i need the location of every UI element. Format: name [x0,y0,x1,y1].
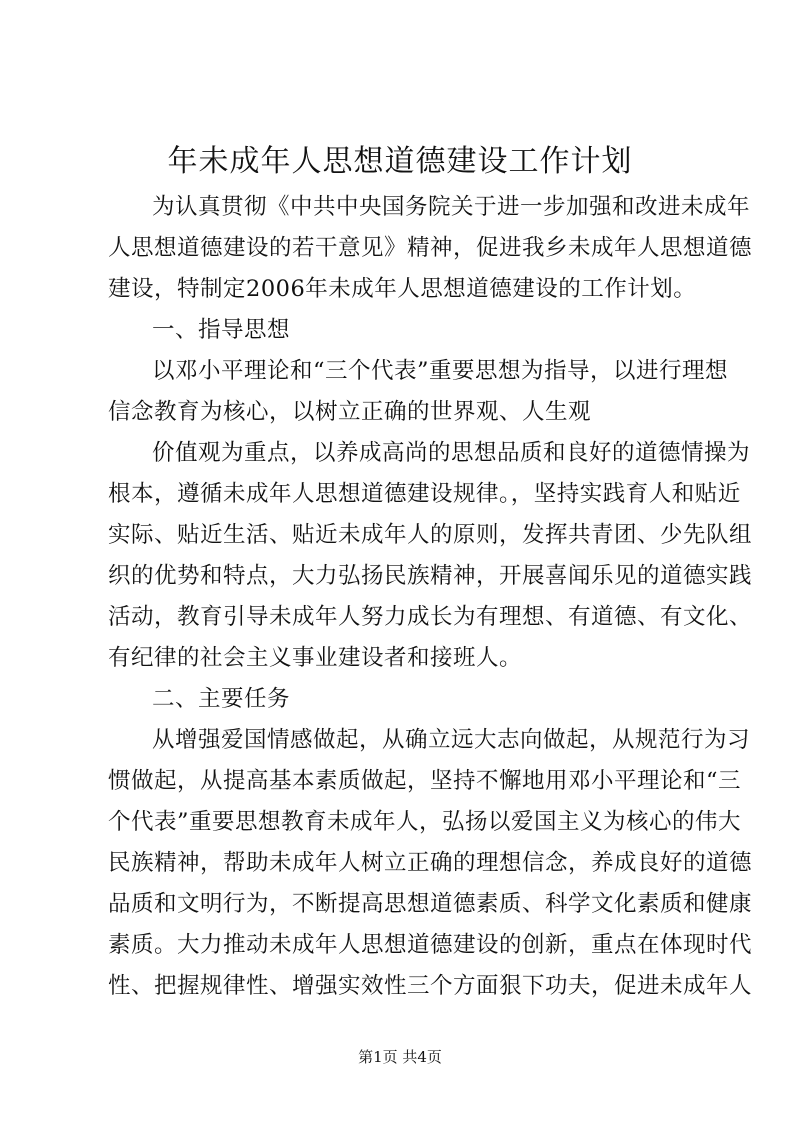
body-line: 以邓小平理论和“三个代表”重要思想为指导，以进行理想 [152,358,729,384]
body-line: 性、把握规律性、增强实效性三个方面狠下功夫，促进未成年人 [108,973,753,999]
body-line: 价值观为重点，以养成高尚的思想品质和良好的道德情操为 [152,440,751,466]
body-line: 根本，遵循未成年人思想道德建设规律。，坚持实践育人和贴近 [108,481,741,507]
body-line: 素质。大力推动未成年人思想道德建设的创新，重点在体现时代 [108,932,753,958]
body-line: 实际、贴近生活、贴近未成年人的原则，发挥共青团、少先队组 [108,522,753,548]
body-line: 信念教育为核心，以树立正确的世界观、人生观 [108,399,592,425]
section-heading: 一、指导思想 [152,317,291,343]
body-line: 个代表”重要思想教育未成年人，弘扬以爱国主义为核心的伟大 [108,809,742,835]
section-heading: 二、主要任务 [152,686,291,712]
body-line: 建设，特制定2006年未成年人思想道德建设的工作计划。 [108,276,697,302]
page-footer: 第1页 共4页 [358,1048,442,1066]
body-line: 活动，教育引导未成年人努力成长为有理想、有道德、有文化、 [108,604,753,630]
body-line: 织的优势和特点，大力弘扬民族精神，开展喜闻乐见的道德实践 [108,563,753,589]
body-line: 有纪律的社会主义事业建设者和接班人。 [108,645,523,671]
body-line: 惯做起，从提高基本素质做起，坚持不懈地用邓小平理论和“三 [108,768,742,794]
body-line: 民族精神，帮助未成年人树立正确的理想信念，养成良好的道德 [108,850,753,876]
body-line: 从增强爱国情感做起，从确立远大志向做起，从规范行为习 [152,727,751,753]
body-line: 为认真贯彻《中共中央国务院关于进一步加强和改进未成年 [152,194,751,220]
document-title: 年未成年人思想道德建设工作计划 [167,144,633,179]
body-line: 人思想道德建设的若干意见》精神，促进我乡未成年人思想道德 [108,235,753,261]
body-line: 品质和文明行为，不断提高思想道德素质、科学文化素质和健康 [108,891,753,917]
